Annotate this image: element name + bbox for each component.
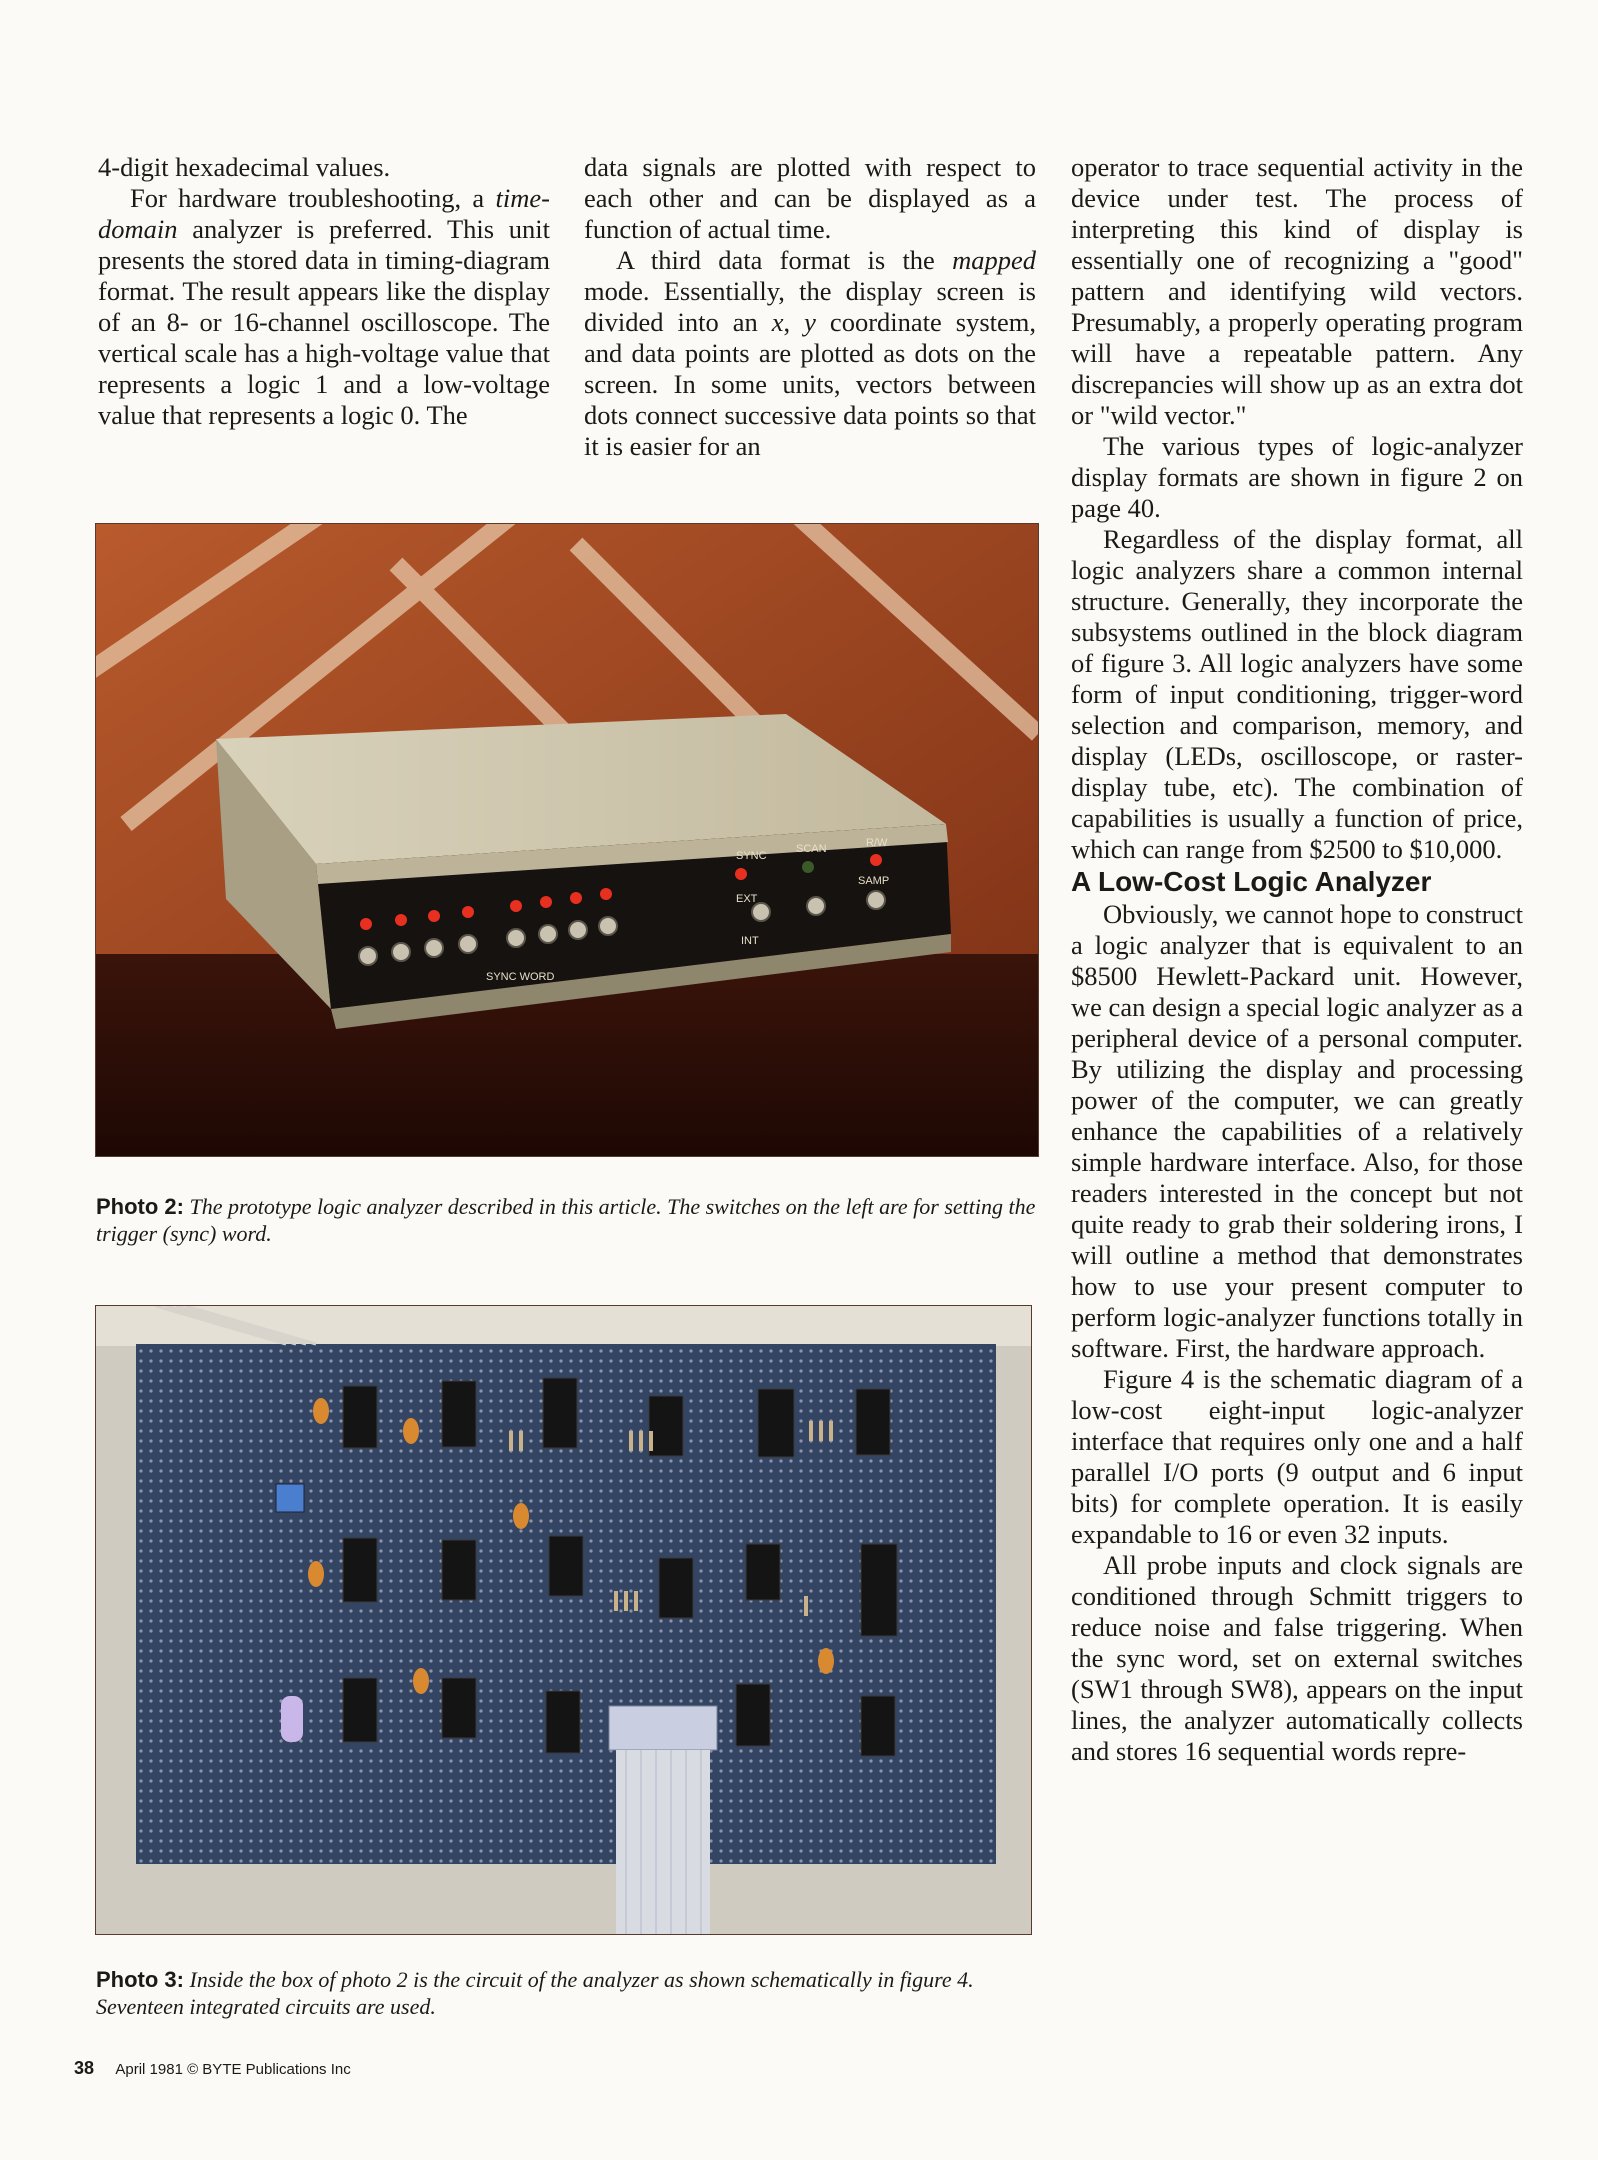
photo-2-caption-text: The prototype logic analyzer described in this article. The switches on the left are for setting the trigger (sync) word. <box>96 1194 1036 1246</box>
middle-paragraph-2: A third data format is the mapped mode. Essentially, the display screen is divided into an x, y coordinate system, and data points are plotted as dots on the screen. In some units, vectors between dots connect successive data points so that it is easier for an <box>584 245 1037 461</box>
middle-column <box>584 152 1036 462</box>
middle-paragraph-1: data signals are plotted with respect to each other and can be displayed as a function of actual time. <box>584 152 1036 244</box>
panel-label-samp: SAMP <box>858 875 890 887</box>
panel-label-rw: R/W <box>866 837 888 849</box>
panel-label-sync: SYNC <box>736 850 767 862</box>
panel-label-int: INT <box>741 935 759 947</box>
panel-label-ext: EXT <box>736 893 758 905</box>
right-paragraph-2: The various types of logic-analyzer display formats are shown in figure 2 on page 40. <box>1071 431 1523 523</box>
photo-3-caption-text: Inside the box of photo 2 is the circuit of the analyzer as shown schematically in figure 4. Seventeen integrated circuits are used. <box>96 1967 974 2019</box>
page-number: 38 <box>74 2058 95 2078</box>
right-column <box>1071 152 1523 1767</box>
panel-label-sync-word: SYNC WORD <box>486 971 555 983</box>
photo-2-label: Photo 2: <box>96 1194 184 1219</box>
right-paragraph-1: operator to trace sequential activity in the device under test. The process of interpreting this kind of display is essentially one of recognizing a "good" pattern and identifying wild vectors. Presumably, a properly operating program will have a repeatable pattern. Any discrepancies will show up as an extra dot or "wild vector." <box>1071 152 1523 430</box>
photo-2-caption <box>96 1193 1038 1247</box>
left-column <box>98 152 550 431</box>
page-footer <box>74 2058 351 2079</box>
right-paragraph-4: Obviously, we cannot hope to construct a logic analyzer that is equivalent to an $8500 Hewlett-Packard unit. However, we can design a special logic analyzer as a peripheral device of a personal computer. By utilizing the display and processing power of the computer, we can greatly enhance the capabilities of a relatively simple hardware interface. Also, for those readers interested in the concept but not quite ready to grab their soldering irons, I will outline a method that demonstrates how to use your present computer to perform logic-analyzer functions totally in software. First, the hardware approach. <box>1071 899 1523 1363</box>
right-paragraph-3: Regardless of the display format, all logic analyzers share a common internal structure. Generally, they incorporate the subsystems outlined in the block diagram of figure 3. All logic analyzers have some form of input conditioning, trigger-word selection and comparison, memory, and display (LEDs, oscilloscope, or raster-display tube, etc). The combination of capabilities is usually a function of price, which can range from $2500 to $10,000. <box>1071 524 1523 864</box>
photo-3-label: Photo 3: <box>96 1967 184 1992</box>
right-paragraph-5: Figure 4 is the schematic diagram of a low-cost eight-input logic-analyzer interface that requires only one and a half parallel I/O ports (9 output and 6 input bits) for complete operation. It is easily expandable to 16 or even 32 inputs. <box>1071 1364 1523 1549</box>
photo-3-circuit-board <box>95 1305 1032 1935</box>
publication-credit: April 1981 © BYTE Publications Inc <box>115 2061 351 2078</box>
photo-2-logic-analyzer-box <box>95 523 1039 1157</box>
section-heading: A Low-Cost Logic Analyzer <box>1071 866 1432 897</box>
right-paragraph-6: All probe inputs and clock signals are conditioned through Schmitt triggers to reduce noise and false triggering. When the sync word, set on external switches (SW1 through SW8), appears on the input lines, the analyzer automatically collects and stores 16 sequential words repre- <box>1071 1550 1523 1766</box>
left-paragraph-2: For hardware troubleshooting, a time-domain analyzer is preferred. This unit presents the stored data in timing-diagram format. The result appears like the display of an 8- or 16-channel oscilloscope. The vertical scale has a high-voltage value that represents a logic 1 and a low-voltage value that represents a logic 0. The <box>98 183 550 430</box>
left-paragraph-1: 4-digit hexadecimal values. <box>98 152 391 182</box>
photo-3-caption <box>96 1966 1031 2020</box>
panel-label-scan: SCAN <box>796 843 827 855</box>
